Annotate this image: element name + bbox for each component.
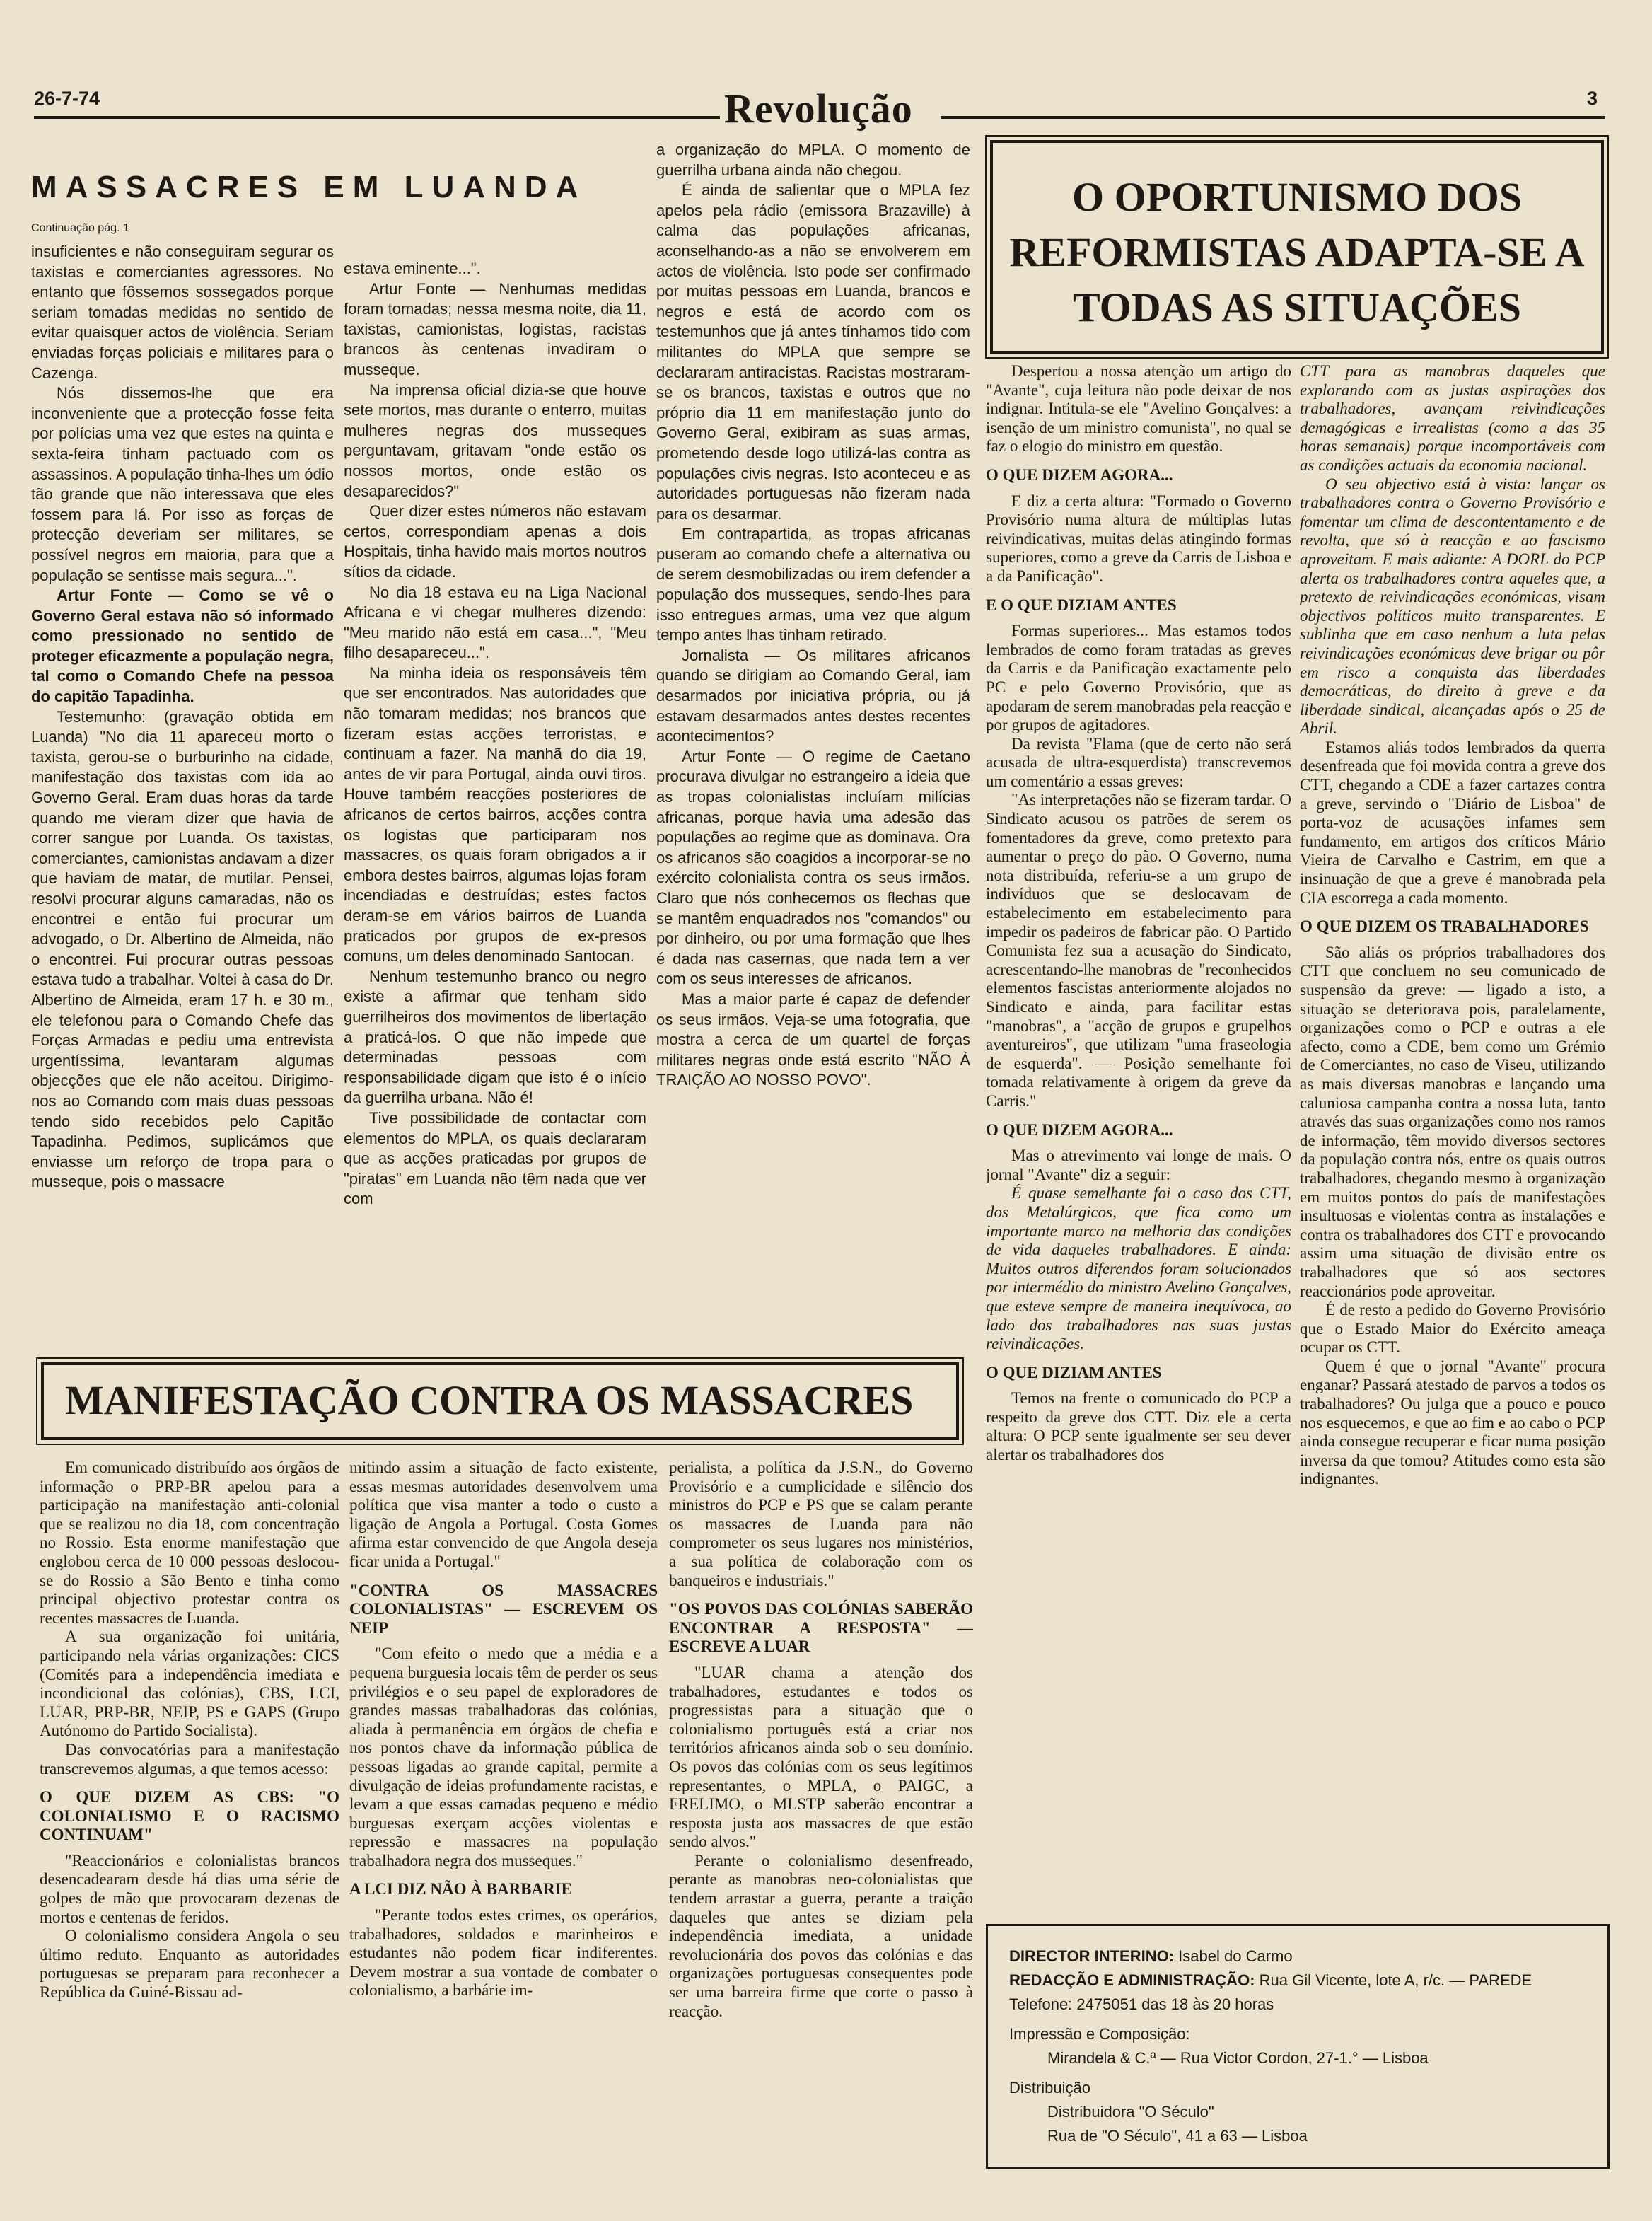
masthead-rule-left	[34, 116, 720, 119]
paragraph: O colonialismo considera Angola o seu último reduto. Enquanto as autoridades portuguesas se preparam para reconhecer a República da Guiné-Bissau ad-	[40, 1927, 339, 2002]
paragraph: estava eminente...".	[344, 260, 481, 277]
paragraph: Mas o atrevimento vai longe de mais. O jornal "Avante" diz a seguir:	[986, 1147, 1291, 1183]
subheading: "CONTRA OS MASSACRES COLONIALISTAS" — ESCREVEM OS NEIP	[349, 1581, 658, 1637]
oportunismo-column-1	[986, 362, 1291, 1635]
imprint-distribuidora: Distribuidora "O Século"	[1047, 2103, 1214, 2121]
manifestacao-headline: MANIFESTAÇÃO CONTRA OS MASSACRES	[65, 1377, 914, 1423]
paragraph: "Perante todos estes crimes, os operários, trabalhadores, soldados e marinheiros e estudantes não podem ficar indiferentes. Devem mostrar a sua vontade de combater o colonialismo, a barbárie im-	[349, 1906, 658, 2000]
paragraph: Em contrapartida, as tropas africanas puseram ao comando chefe a alternativa ou de serem desmobilizadas ou irem defender a população dos musseques, sendo-lhes para isso entregues armas, uma vez que algum tempo antes lhas tinham retirado.	[656, 525, 970, 644]
paragraph: perialista, a política da J.S.N., do Governo Provisório e a cumplicidade e silêncio dos ministros do PCP e PS que se calam perante os massacres de Luanda para não comprometer os seus lugares nos ministérios, a sua política de colaboração com os banqueiros e industriais."	[669, 1459, 973, 1589]
paragraph: É ainda de salientar que o MPLA fez apelos pela rádio (emissora Brazaville) à calma das populações africanas, aconselhando-as a não se envolverem em actos de violência. Isto pode ser confirmado por muitas pessoas em Luanda, brancos e negros e está de acordo com os testemunhos que já antes tínhamos tido com militantes do MPLA que sempre se declararam antiracistas. Racistas mostraram-se os brancos, taxistas e outros que no próprio dia 11 em manifestação junto do Governo Geral, exibiram as suas armas, prometendo desde logo utilizá-las contra as populações civis negras. Isto aconteceu e as autoridades portuguesas não fizeram nada para os desarmar.	[656, 181, 970, 523]
paragraph: mitindo assim a situação de facto existente, essas mesmas autoridades desenvolvem uma política que visa manter a todo o custo a ligação de Angola a Portugal. Costa Gomes afirma estar convencido de que Angola deseja ficar unida a Portugal."	[349, 1459, 658, 1570]
paragraph: CTT para as manobras daqueles que explorando com as justas aspirações dos trabalhadores, avançam reivindicações demagógicas e irrealistas (como a das 35 horas semanais) porque incomportáveis com as condições actuais da economia nacional.	[1300, 362, 1605, 474]
subheading: "OS POVOS DAS COLÓNIAS SABERÃO ENCONTRAR A RESPOSTA" — ESCREVE A LUAR	[669, 1600, 973, 1656]
paragraph: "Reaccionários e colonialistas brancos desencadearam desde há dias uma série de golpes de mão que provocaram dezenas de mortos e centenas de feridos.	[40, 1851, 339, 1926]
subheading: E O QUE DIZIAM ANTES	[986, 596, 1177, 614]
paragraph: É de resto a pedido do Governo Provisório que o Estado Maior do Exército ameaça ocupar os CTT.	[1300, 1301, 1605, 1357]
paragraph: Perante o colonialismo desenfreado, perante as manobras neo-colonialistas que tendem arrastar a guerra, perante a traição daqueles que antes se diziam pela independência imediata, a unidade revolucionária dos povos das colónias e das organizações portuguesas consequentes pode ser uma barreira firme que corte o passo à reacção.	[669, 1851, 973, 2020]
director-name: Isabel do Carmo	[1178, 1947, 1293, 1965]
imprint-distribuidora-address: Rua de "O Século", 41 a 63 — Lisboa	[1047, 2127, 1308, 2145]
masthead	[0, 0, 1652, 141]
paragraph: Nenhum testemunho branco ou negro existe a afirmar que tenham sido guerrilheiros dos movimentos de libertação a praticá-los. O que não impede que determinadas pessoas com responsabilidade digam que isto é o início da guerrilha urbana. Não é!	[344, 967, 646, 1107]
oportunismo-headline: O OPORTUNISMO DOS REFORMISTAS ADAPTA-SE A TODAS AS SITUAÇÕES	[1009, 174, 1585, 330]
paragraph: Mas a maior parte é capaz de defender os seus irmãos. Veja-se uma fotografia, que mostra a cerca de um quartel de forças militares negras onde está escrito "NÃO À TRAIÇÃO AO NOSSO POVO".	[656, 990, 970, 1089]
paragraph: Jornalista — Os militares africanos quando se dirigiam ao Comando Geral, iam desarmados por iniciativa própria, ou já estavam desarmados antes destes recentes acontecimentos?	[656, 646, 970, 746]
imprint-box	[986, 1924, 1610, 2169]
paragraph: Das convocatórias para a manifestação transcrevemos algumas, a que temos acesso:	[40, 1740, 339, 1778]
redaccao-address: Rua Gil Vicente, lote A, r/c. — PAREDE	[1259, 1971, 1532, 1989]
massacres-headline: MASSACRES EM LUANDA	[31, 170, 587, 204]
paragraph: É quase semelhante foi o caso dos CTT, dos Metalúrgicos, que fica como um importante marco na melhoria das condições de vida daqueles trabalhadores. E ainda: Muitos outros diferendos foram solucionados por intermédio do ministro Avelino Gonçalves, que esteve sempre de maneira inequívoca, ao lado dos trabalhadores nas suas justas reivindicações.	[986, 1184, 1291, 1353]
manifestacao-column-3	[669, 1459, 973, 2208]
paragraph: Tive possibilidade de contactar com elementos do MPLA, os quais declararam que as acções praticadas por grupos de "piratas" em Luanda não têm nada que ver com	[344, 1108, 646, 1208]
paragraph: Quer dizer estes números não estavam certos, correspondiam apenas a dois Hospitais, tinha havido mais mortos noutros sítios da cidade.	[344, 502, 646, 581]
paragraph: insuficientes e não conseguiram segurar os taxistas e comerciantes agressores. No entanto que fôssemos sossegados porque seriam tomadas medidas no sentido de evitar quaisquer actos de violência. Seriam enviadas forças policiais e militares para o Cazenga.	[31, 243, 334, 382]
massacres-column-2	[344, 259, 646, 1345]
subheading: O QUE DIZIAM ANTES	[986, 1363, 1162, 1381]
masthead-rule-right	[941, 116, 1605, 119]
paragraph: Estamos aliás todos lembrados da querra desenfreada que foi movida contra a greve dos CTT, chegando a CDE a fazer cartazes contra a greve, servindo o "Diário de Lisboa" de porta-voz de acusações infames sem fundamento, em artigos dos críticos Mário Vieira de Carvalho e Castrim, em que a insinuação de que a greve é manobrada pela CIA escorrega a cada momento.	[1300, 738, 1605, 907]
paragraph: No dia 18 estava eu na Liga Nacional Africana e vi chegar mulheres dizendo: "Meu marido não está em casa...", "Meu filho desapareceu...".	[344, 583, 646, 662]
paragraph: Artur Fonte — Nenhumas medidas foram tomadas; nessa mesma noite, dia 11, taxistas, camionistas, logistas, racistas brancos às centenas invadiram o musseque.	[344, 279, 646, 378]
subheading: O QUE DIZEM OS TRABALHADORES	[1300, 917, 1589, 936]
imprint-director	[1009, 1944, 1593, 1968]
paragraph: Testemunho: (gravação obtida em Luanda) "No dia 11 apareceu morto o taxista, gerou-se o burburinho na cidade, manifestação dos taxistas com ida ao Governo Geral. Eram duas horas da tarde quando me vieram dizer que havia de correr sangue por Luanda. Os taxistas, comerciantes, camionistas andavam a dizer que haviam de matar, de mutilar. Pensei, resolvi procurar alguns camaradas, não os encontrei e então fui procurar um advogado, o Dr. Albertino de Almeida, não o encontrei. Fui procurar outras pessoas estava tudo a trabalhar. Voltei à casa do Dr. Albertino de Almeida, eram 17 h. e 30 m., ele telefonou para o Comando Chefe das Forças Armadas e pediu uma entrevista urgentíssima, levantaram algumas objecções que ele não aceitou. Dirigimo-nos ao Comando com mais duas pessoas tendo sido recebidos pelo Capitão Tapadinha. Pedimos, suplicámos que enviasse um reforço de tropa para o musseque, pois o massacre	[31, 707, 334, 1191]
subheading: O QUE DIZEM AGORA...	[986, 1120, 1173, 1139]
paragraph: Formas superiores... Mas estamos todos lembrados de como foram tratadas as greves da Carris e da Panificação exactamente pelo PC e pelo Governo Provisório, que as apodaram de serem manobradas pela reacção e por grupos de agitadores.	[986, 622, 1291, 734]
issue-date: 26-7-74	[34, 88, 100, 109]
paragraph: O seu objectivo está à vista: lançar os trabalhadores contra o Governo Provisório e fomentar um clima de descontentamento e de revolta, que só à reacção e ao fascismo aproveitam. E mais adiante: A DORL do PCP alerta os trabalhadores contra aqueles que, a pretexto de reivindicações económicas, visam objectivos políticos muito transparentes. E sublinha que em caso nenhum a luta pelas reivindicações económicas deve brigar ou pôr em risco a conquista das liberdades democráticas, do direito à greve e da liberdade sindical, alcançadas após o 25 de Abril.	[1300, 475, 1605, 738]
manifestacao-headline-box	[41, 1362, 959, 1440]
imprint-telefone: Telefone: 2475051 das 18 às 20 horas	[1009, 1995, 1274, 2013]
oportunismo-headline-box	[990, 140, 1604, 354]
paragraph: A sua organização foi unitária, participando nela várias organizações: CICS (Comités para a independência imediata e incondicional das colónias), CBS, LCI, LUAR, PRP-BR, NEIP, PS e GAPS (Grupo Autónomo do Partido Socialista).	[40, 1628, 339, 1740]
paragraph: São aliás os próprios trabalhadores dos CTT que concluem no seu comunicado de suspensão da greve: — ligado a isto, a situação se deteriorava pois, paralelamente, organizações como o PCP e outras a ele afecto, como a CDE, bem como um Grémio de Comerciantes, no caso de Viseu, utilizando as mais diversas manobras e lançando uma caluniosa campanha contra a nossa luta, tanto através das suas organizações como nos ramos de informação, têm movido diversos sectores da população contra nós, entre os quais outros trabalhadores, chegando mesmo à organização em muitos pontos do país de manifestações insultuosas e violentas contra as instalações e contra os trabalhadores dos CTT e provocando assim uma situação de divisão entre os trabalhadores que só aos sectores reaccionários pode aproveitar.	[1300, 943, 1605, 1300]
manifestacao-column-2	[349, 1459, 658, 2208]
paragraph: "LUAR chama a atenção dos trabalhadores, estudantes e todos os progressistas para a situação que o colonialismo português está a criar nos territórios africanos ainda sob o seu domínio. Os povos das colónias com os seus legítimos representantes, o MPLA, o PAIGC, a FRELIMO, o MLSTP saberão encontrar a resposta justa aos massacres de que estão sendo alvos."	[669, 1663, 973, 1851]
paragraph: Quem é que o jornal "Avante" procura enganar? Passará atestado de parvos a todos os trabalhadores? Ou julga que a pouco e pouco nos esquecemos, e que ao fim e ao cabo o PCP ainda consegue recuperar e ficar numa posição inversa da que tomou? Atitudes como esta são indignantes.	[1300, 1357, 1605, 1488]
continued-note: Continuação pág. 1	[31, 222, 129, 234]
imprint-impressao: Mirandela & C.ª — Rua Victor Cordon, 27-1.° — Lisboa	[1047, 2049, 1429, 2067]
oportunismo-column-2	[1300, 362, 1605, 1918]
paragraph: "As interpretações não se fizeram tardar. O Sindicato acusou os patrões de serem os fomentadores da greve, como pretexto para aumentar o preço do pão. O Governo, numa nota distribuída, referiu-se a um grupo de indivíduos que se deslocavam de estabelecimento em estabelecimento para impedir os padeiros de fabricar pão. O Partido Comunista fez sua a acusação do Sindicato, acrescentando-lhe manobras de "reconhecidos elementos fascistas anteriormente alojados no Sindicato e ainda, para facilitar estas "manobras", a "acção de grupos e grupelhos aventureiros", que utilizam "uma fraseologia de esquerda". — Posição semelhante foi tomada relativamente à origem da greve da Carris."	[986, 791, 1291, 1110]
subheading: A LCI DIZ NÃO À BARBARIE	[349, 1880, 573, 1898]
paragraph: Na minha ideia os responsáveis têm que ser encontrados. Nas autoridades que não tomaram medidas; nos brancos que fizeram estas acções terroristas, e continuam a fazer. Na manhã do dia 19, antes de vir para Portugal, ainda ouvi tiros. Houve também reacções posteriores de africanos de certos bairros, acções contra os logistas que participaram nos massacres, os quais foram obrigados a ir embora destes bairros, algumas lojas foram incendiadas e destruídas; estes factos deram-se em vários bairros de Luanda praticados por grupos de ex-presos comuns, um deles denominado Santocan.	[344, 663, 646, 965]
manifestacao-column-1	[40, 1459, 339, 2208]
imprint-redaccao	[1009, 1968, 1593, 1993]
imprint-distribuicao-label: Distribuição	[1009, 2079, 1090, 2097]
paragraph: E diz a certa altura: "Formado o Governo Provisório numa altura de múltiplas lutas reivindicativas, muitas delas atingindo formas superiores, como a greve da Carris de Lisboa e a da Panificação".	[986, 492, 1291, 585]
paragraph: a organização do MPLA. O momento de guerrilha urbana ainda não chegou.	[656, 141, 970, 179]
paragraph: Na imprensa oficial dizia-se que houve sete mortos, mas durante o enterro, muitas mulheres negras dos musseques perguntavam, gritavam "onde estão os nossos mortos, onde estão os desaparecidos?"	[344, 381, 646, 500]
paragraph: Da revista "Flama (que de certo não será acusada de ultra-esquerdista) transcrevemos um comentário a essas greves:	[986, 734, 1291, 790]
newspaper-title: Revolução	[724, 86, 913, 132]
paragraph: Artur Fonte — Como se vê o Governo Geral estava não só informado como pressionado no sentido de proteger eficazmente a população negra, tal como o Comando Chefe na pessoa do capitão Tapadinha.	[31, 586, 334, 706]
massacres-column-1	[31, 242, 334, 1345]
massacres-column-3	[656, 140, 970, 1345]
paragraph: Em comunicado distribuído aos órgãos de informação o PRP-BR apelou para a participação na manifestação anti-colonial que se realizou no dia 18, com concentração no Rossio. Esta enorme manifestação que englobou cerca de 10 000 pessoas deslocou-se do Rossio a São Bento e tinha como principal objectivo protestar contra os recentes massacres de Luanda.	[40, 1459, 339, 1627]
page-number: 3	[1587, 88, 1598, 109]
paragraph: Artur Fonte — O regime de Caetano procurava divulgar no estrangeiro a ideia que as tropas colonialistas incluíam milícias africanas, porque havia uma adesão das populações ao regime que as dominava. Ora os africanos são coagidos a incorporar-se no exército colonialista contra os seus irmãos. Claro que nós conhecemos os flechas que se mantêm enquadrados nos "comandos" ou por dinheiro, ou por uma formação que lhes é dada nas casernas, que nada tem a ver com os seus interesses de africanos.	[656, 747, 970, 988]
paragraph: Nós dissemos-lhe que era inconveniente que a protecção fosse feita por polícias uma vez que estes na quinta e sexta-feira tinham pactuado com os assassinos. A população tinha-lhes um ódio tão grande que não interessava que eles fossem para lá. Por isso as forças de protecção deveriam ser militares, se possível negros em maioria, para que a população se sentisse mais segura...".	[31, 384, 334, 584]
director-label: DIRECTOR INTERINO:	[1009, 1947, 1175, 1965]
paragraph: "Com efeito o medo que a média e a pequena burguesia locais têm de perder os seus privilégios e o seu papel de exploradores de grandes massas trabalhadoras das colónias, aliada à permanência em órgãos de chefia e nos pontos chave da informação pública de pessoas ligadas ao grande capital, permite a divulgação de ideias profundamente racistas, e levam a que essas camadas pequeno e médio burguesas exerçam acções violentas e repressão e massacres na população trabalhadora negra dos musseques."	[349, 1645, 658, 1869]
subheading: O QUE DIZEM AGORA...	[986, 465, 1173, 484]
paragraph: Despertou a nossa atenção um artigo do "Avante", cuja leitura não pode deixar de nos indignar. Intitula-se ele "Avelino Gonçalves: a isenção de um ministro comunista", no qual se faz o elogio do ministro em questão.	[986, 362, 1291, 456]
paragraph: Temos na frente o comunicado do PCP a respeito da greve dos CTT. Diz ele a certa altura: O PCP sente igualmente ser seu dever alertar os trabalhadores dos	[986, 1389, 1291, 1464]
imprint-impressao-label: Impressão e Composição:	[1009, 2025, 1190, 2043]
subheading: O QUE DIZEM AS CBS: "O COLONIALISMO E O RACISMO CONTINUAM"	[40, 1788, 339, 1844]
redaccao-label: REDACÇÃO E ADMINISTRAÇÃO:	[1009, 1971, 1255, 1989]
